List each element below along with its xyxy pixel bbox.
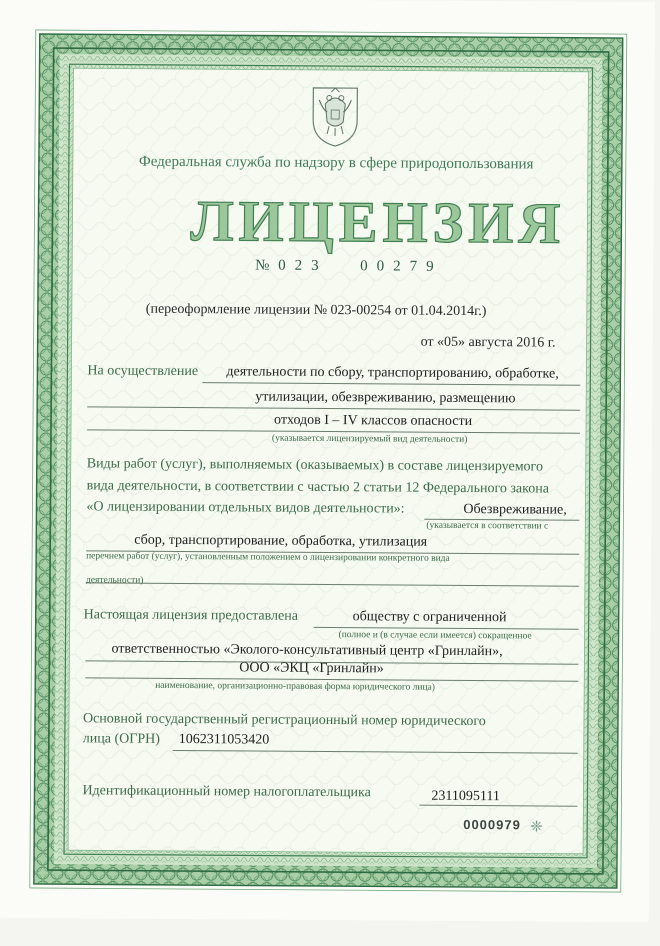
number-sign: № (255, 257, 270, 274)
agency-name: Федеральная служба по надзору в сфере природопользования (138, 153, 534, 173)
licensee-value-2: ответственностью «Эколого-консультативный центр «Гринлайн», (111, 641, 503, 660)
licensee-caption-1: (полное и (в случае если имеется) сокращенное (338, 630, 532, 642)
activity-line-2: утилизации, обезвреживанию, размещению (255, 389, 516, 407)
inn-label: Идентификационный номер налогоплательщика (82, 783, 371, 801)
reissue-note: (переоформление лицензии № 023-00254 от 01.04.2014г.) (145, 301, 487, 320)
ogrn-label-2: лица (ОГРН) (82, 731, 160, 747)
works-text-2: вида деятельности, в соответствии с частью 2 статьи 12 Федерального закона (86, 478, 550, 497)
activity-line-3: отходов I – IV классов опасности (274, 412, 473, 430)
activity-line-1: деятельности по сбору, транспортированию, обработке, (226, 364, 559, 382)
serial-ornament-icon: ❈ (530, 819, 543, 836)
works-value-1: Обезвреживание, (463, 501, 567, 518)
coat-of-arms-emblem (307, 82, 363, 148)
licensee-value-1: обществу с ограниченной (352, 609, 507, 626)
activity-label: На осуществление (87, 363, 199, 380)
issue-date: от «05» августа 2016 г. (420, 334, 556, 351)
works-text-3: «О лицензировании отдельных видов деятельности»: (86, 499, 405, 517)
works-value-2: сбор, транспортирование, обработка, утилизация (134, 532, 428, 550)
works-caption-3: деятельности) (85, 575, 144, 586)
ogrn-label-1: Основной государственный регистрационный номер юридического (82, 711, 486, 730)
inn-value: 2311095111 (431, 788, 500, 805)
activity-caption: (указывается лицензируемый вид деятельности) (271, 433, 468, 445)
works-caption-1: (указывается в соответствии с (426, 520, 549, 532)
license-number: 00279 (360, 258, 443, 275)
document-title: ЛИЦЕНЗИЯ (190, 188, 566, 256)
ogrn-value: 1062311053420 (178, 731, 270, 748)
works-caption-2: перечнем работ (услуг), установленным положением о лицензировании конкретного вида (86, 551, 450, 564)
license-series: 023 (278, 257, 328, 275)
works-text-1: Виды работ (услуг), выполняемых (оказываемых) в составе лицензируемого (86, 456, 544, 475)
form-serial-number: 0000979 (463, 816, 521, 833)
licensee-caption-2: наименование, организационно-правовая форма юридического лица) (155, 680, 436, 693)
licensee-label: Настоящая лицензия предоставлена (83, 607, 299, 624)
licensee-value-3: ООО «ЭКЦ «Гринлайн» (239, 660, 384, 677)
